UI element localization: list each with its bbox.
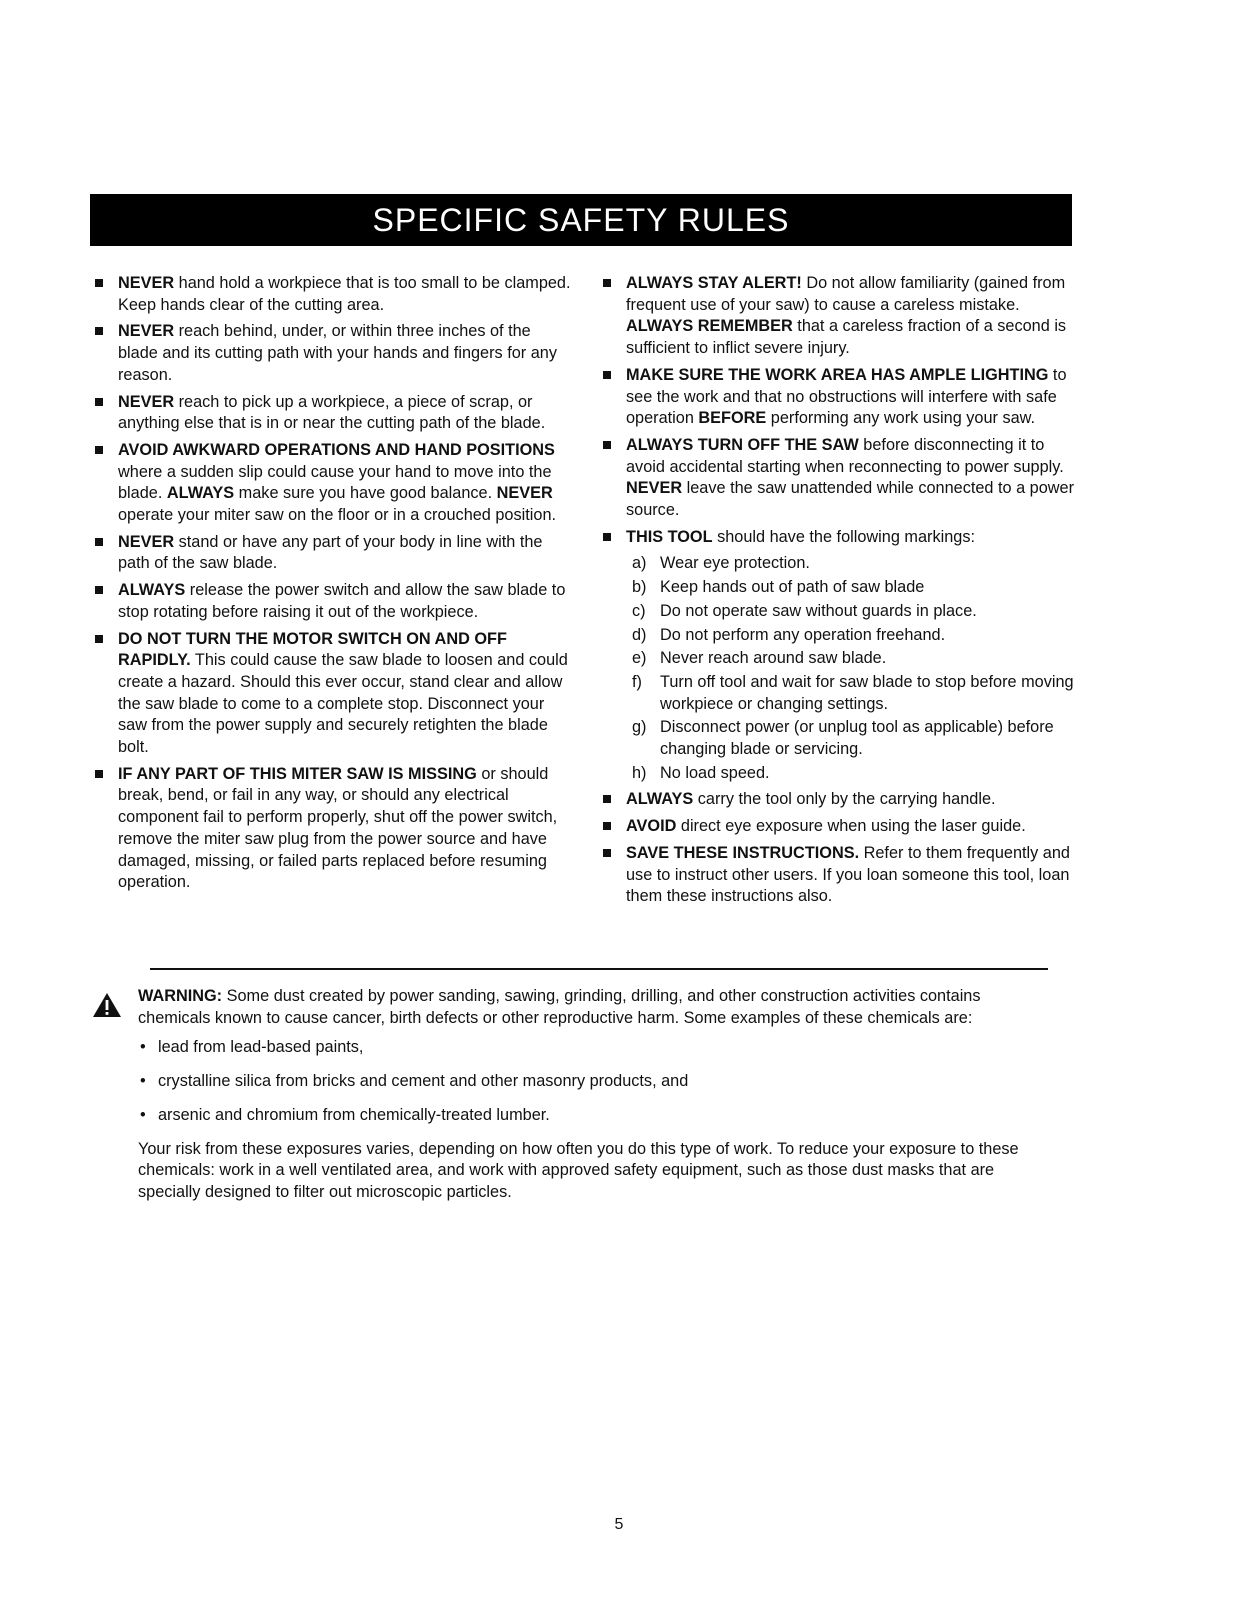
list-text: lead from lead-based paints, xyxy=(158,1038,364,1057)
rule-text: performing any work using your saw. xyxy=(766,409,1036,428)
rule-keyword: ALWAYS xyxy=(166,484,235,503)
bullet-dot-icon: • xyxy=(140,1072,146,1091)
rule-item xyxy=(92,532,572,575)
page-number: 5 xyxy=(614,1516,624,1533)
list-item xyxy=(632,601,1078,623)
rule-keyword: ALWAYS REMEMBER xyxy=(626,317,793,336)
square-bullet-icon xyxy=(95,327,103,335)
rule-item xyxy=(92,321,572,386)
rule-keyword: BEFORE xyxy=(698,409,767,428)
rule-keyword: MAKE SURE THE WORK AREA HAS AMPLE LIGHTING xyxy=(626,365,1049,384)
rule-item xyxy=(92,440,572,527)
rule-keyword: AVOID xyxy=(626,817,677,836)
warning-text xyxy=(92,986,1052,1029)
list-letter: h) xyxy=(632,763,647,782)
list-letter: d) xyxy=(632,625,647,644)
list-item xyxy=(632,648,1078,670)
divider xyxy=(150,968,1048,970)
list-text: Disconnect power (or unplug tool as applicable) before changing blade or servicing. xyxy=(660,718,1054,759)
rule-keyword: SAVE THESE INSTRUCTIONS. xyxy=(626,843,860,862)
rule-item xyxy=(92,764,572,894)
rule-item xyxy=(92,629,572,759)
square-bullet-icon xyxy=(95,538,103,546)
list-text: Do not perform any operation freehand. xyxy=(660,625,946,644)
list-text: Never reach around saw blade. xyxy=(660,649,887,668)
rule-item xyxy=(600,435,1078,522)
square-bullet-icon xyxy=(95,770,103,778)
section-title: SPECIFIC SAFETY RULES xyxy=(90,194,1072,246)
rule-item xyxy=(600,843,1078,908)
rule-text: where a sudden slip could cause your hand to move into the blade. xyxy=(118,462,552,503)
list-item xyxy=(632,625,1078,647)
rule-text: reach behind, under, or within three inches of the blade and its cutting path with your hands and fingers for any reason. xyxy=(118,322,557,384)
rule-keyword: NEVER xyxy=(118,392,175,411)
left-rules-column xyxy=(92,273,572,899)
rule-item xyxy=(92,392,572,435)
square-bullet-icon xyxy=(95,279,103,287)
rule-text: that a careless fraction of a second is sufficient to inflict severe injury. xyxy=(626,317,1067,358)
rule-item xyxy=(600,365,1078,430)
rule-keyword: NEVER xyxy=(118,322,175,341)
rule-keyword: AVOID AWKWARD OPERATIONS AND HAND POSITIONS xyxy=(118,440,555,459)
list-text: arsenic and chromium from chemically-treated lumber. xyxy=(158,1105,550,1124)
rule-keyword: ALWAYS TURN OFF THE SAW xyxy=(626,435,859,454)
square-bullet-icon xyxy=(603,441,611,449)
square-bullet-icon xyxy=(95,635,103,643)
rule-text: stand or have any part of your body in line with the path of the saw blade. xyxy=(118,532,543,573)
square-bullet-icon xyxy=(603,822,611,830)
list-letter: f) xyxy=(632,672,642,691)
square-bullet-icon xyxy=(95,586,103,594)
rule-keyword: ALWAYS xyxy=(626,790,694,809)
square-bullet-icon xyxy=(603,533,611,541)
rule-item xyxy=(600,789,1078,811)
square-bullet-icon xyxy=(95,446,103,454)
markings-list xyxy=(600,553,1078,784)
rule-keyword: NEVER xyxy=(496,484,553,503)
list-letter: g) xyxy=(632,718,647,737)
list-letter: c) xyxy=(632,601,646,620)
rule-text: This could cause the saw blade to loosen and could create a hazard. Should this ever occur, stand clear and allow the saw blade to come to a complete stop. Disconnect your saw from the power supply and securely retighten the blade bolt. xyxy=(118,651,568,757)
square-bullet-icon xyxy=(603,371,611,379)
list-letter: b) xyxy=(632,578,647,597)
bullet-dot-icon: • xyxy=(140,1038,146,1057)
square-bullet-icon xyxy=(603,279,611,287)
rule-item xyxy=(600,273,1078,360)
warning-body: Some dust created by power sanding, sawing, grinding, drilling, and other construction activities contains chemicals known to cause cancer, birth defects or other reproductive harm. Some examples of these chemicals are: xyxy=(138,987,981,1027)
rule-keyword: THIS TOOL xyxy=(626,527,713,546)
list-text: Keep hands out of path of saw blade xyxy=(660,578,925,597)
rule-item xyxy=(600,816,1078,838)
rule-text: make sure you have good balance. xyxy=(234,484,497,503)
rule-text: carry the tool only by the carrying handle. xyxy=(693,790,996,809)
warning-label: WARNING: xyxy=(138,987,223,1005)
square-bullet-icon xyxy=(95,398,103,406)
risk-paragraph: Your risk from these exposures varies, depending on how often you do this type of work. To reduce your exposure to these chemicals: work in a well ventilated area, and work with approved safety equipment, such as those dust masks that are specially designed to filter out microscopic particles. xyxy=(138,1139,1019,1201)
list-text: Wear eye protection. xyxy=(660,554,810,573)
rule-keyword: IF ANY PART OF THIS MITER SAW IS MISSING xyxy=(118,764,477,783)
bullet-dot-icon: • xyxy=(140,1105,146,1124)
list-item xyxy=(632,553,1078,575)
rule-item xyxy=(600,527,1078,549)
list-item xyxy=(138,1105,1052,1127)
chemicals-list xyxy=(138,1037,1052,1126)
rule-item xyxy=(92,273,572,316)
list-letter: e) xyxy=(632,649,647,668)
rule-text: direct eye exposure when using the laser guide. xyxy=(676,817,1026,836)
rule-text: leave the saw unattended while connected to a power source. xyxy=(626,479,1075,520)
list-item xyxy=(138,1071,1052,1093)
rule-keyword: NEVER xyxy=(118,532,175,551)
list-text: Turn off tool and wait for saw blade to stop before moving workpiece or changing settings. xyxy=(660,672,1074,713)
list-item xyxy=(632,763,1078,785)
rule-text: should have the following markings: xyxy=(712,527,976,546)
rule-keyword: NEVER xyxy=(118,274,175,292)
warning-triangle-icon xyxy=(92,992,122,1018)
rule-text: operate your miter saw on the floor or in a crouched position. xyxy=(118,506,557,525)
rule-text: reach to pick up a workpiece, a piece of scrap, or anything else that is in or near the cutting path of the blade. xyxy=(118,392,546,433)
list-item xyxy=(138,1037,1052,1059)
rule-text: Refer to them frequently and use to instruct other users. If you loan someone this tool, loan them these instructions also. xyxy=(626,843,1070,906)
rule-text: or should break, bend, or fail in any way, or should any electrical component fail to perform properly, shut off the power switch, remove the miter saw plug from the power source and have damaged, missing, or failed parts replaced before resuming operation. xyxy=(118,764,558,892)
list-text: No load speed. xyxy=(660,763,770,782)
rule-text: to see the work and that no obstructions will interfere with safe operation xyxy=(626,365,1067,428)
rule-text: before disconnecting it to avoid accidental starting when reconnecting to power supply. xyxy=(626,435,1064,476)
rule-keyword: ALWAYS xyxy=(118,581,186,600)
rule-text: Do not allow familiarity (gained from frequent use of your saw) to cause a careless mistake. xyxy=(626,274,1066,314)
rule-text: release the power switch and allow the saw blade to stop rotating before raising it out of the workpiece. xyxy=(118,581,566,621)
square-bullet-icon xyxy=(603,795,611,803)
rule-keyword: DO NOT TURN THE MOTOR SWITCH ON AND OFF RAPIDLY. xyxy=(118,629,507,670)
rule-text: hand hold a workpiece that is too small to be clamped. Keep hands clear of the cutting area. xyxy=(118,274,571,314)
list-letter: a) xyxy=(632,554,647,573)
list-item xyxy=(632,577,1078,599)
right-rules-column xyxy=(600,273,1078,913)
rule-item xyxy=(92,580,572,623)
list-item xyxy=(632,717,1078,760)
rule-keyword: NEVER xyxy=(626,479,683,498)
list-text: Do not operate saw without guards in place. xyxy=(660,601,977,620)
list-text: crystalline silica from bricks and cement and other masonry products, and xyxy=(158,1072,689,1091)
warning-block xyxy=(92,986,1052,1204)
square-bullet-icon xyxy=(603,849,611,857)
list-item xyxy=(632,672,1078,715)
rule-keyword: ALWAYS STAY ALERT! xyxy=(626,274,802,292)
